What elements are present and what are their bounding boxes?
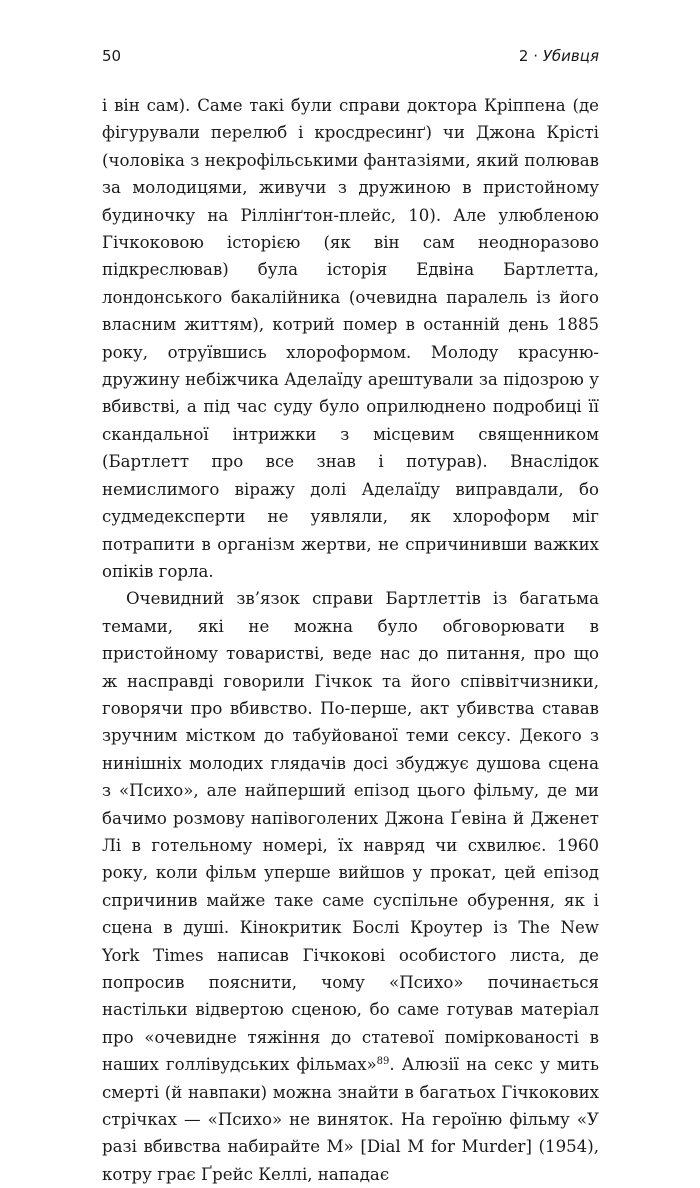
paragraph-continuation: і він сам). Саме такі були справи доктора Кріппена (де фігурували перелюб і кросдресинґ) чи Джона Крісті (чоловіка з некрофільськими фантазіями, який полював за молодицями, живучи з дружиною в пристойному будиночку на Ріллінґтон-плейс, 10). Але улюбленою Гічкоковою історією (як він сам неодноразово підкреслював) була історія Едвіна Бартлетта, лондонського бакалійника (очевидна паралель із його власним життям), котрий помер в останній день 1885 року, отруївшись хлороформом. Молоду красуню-дружину небіжчика Аделаїду арештували за підозрою у вбивстві, а під час суду було оприлюднено подробиці її скандальної інтрижки з місцевим священником (Бартлетт про все знав і потурав). Внаслідок немислимого віражу долі Аделаїду виправдали, бо судмедексперти не уявляли, як хлороформ міг потрапити в організм жертви, не спричинивши важких опіків горла. bbox=[102, 96, 599, 581]
footnote-ref: 89 bbox=[376, 1056, 390, 1068]
chapter-number: 2 bbox=[518, 47, 529, 65]
paragraph-text-continued: . Алюзії на секс у мить смерті (й навпаки) можна знайти в багатьох Гічкокових стрічках — «Психо» не виняток. На героїню фільму «У разі вбивства набирайте М» [Dial M for Murder] (1954), котру грає Ґрейс Келлі, нападає bbox=[102, 1055, 600, 1184]
chapter-title: Убивця bbox=[542, 47, 599, 65]
running-head bbox=[519, 47, 599, 65]
paragraph bbox=[102, 585, 599, 1188]
running-head-separator: · bbox=[533, 47, 538, 65]
page-number: 50 bbox=[102, 47, 122, 65]
page-header bbox=[102, 47, 599, 73]
paragraph-text: Очевидний зв’язок справи Бартлеттів із багатьма темами, які не можна було обговорювати в пристойному товаристві, веде нас до питання, про що ж насправді говорили Гічкок та його співвітчизники, говорячи про вбивство. По-перше, акт убивства ставав зручним містком до табуйованої теми сексу. Декого з нинішніх молодих глядачів досі збуджує душова сцена з «Психо», але найперший епізод цього фільму, де ми бачимо розмову напівоголених Джона Ґевіна й Дженет Лі в готельному номері, їх навряд чи схвилює. 1960 року, коли фільм уперше вийшов у прокат, цей епізод спричинив майже таке саме суспільне обурення, як і сцена в душі. Кінокритик Бослі Кроутер із The New York Times написав Гічкокові особистого листа, де попросив пояснити, чому «Психо» починається настільки відвертою сценою, бо саме готував матеріал про «очевидне тяжіння до статевої поміркованості в наших голлівудських фільмах» bbox=[102, 589, 599, 1075]
